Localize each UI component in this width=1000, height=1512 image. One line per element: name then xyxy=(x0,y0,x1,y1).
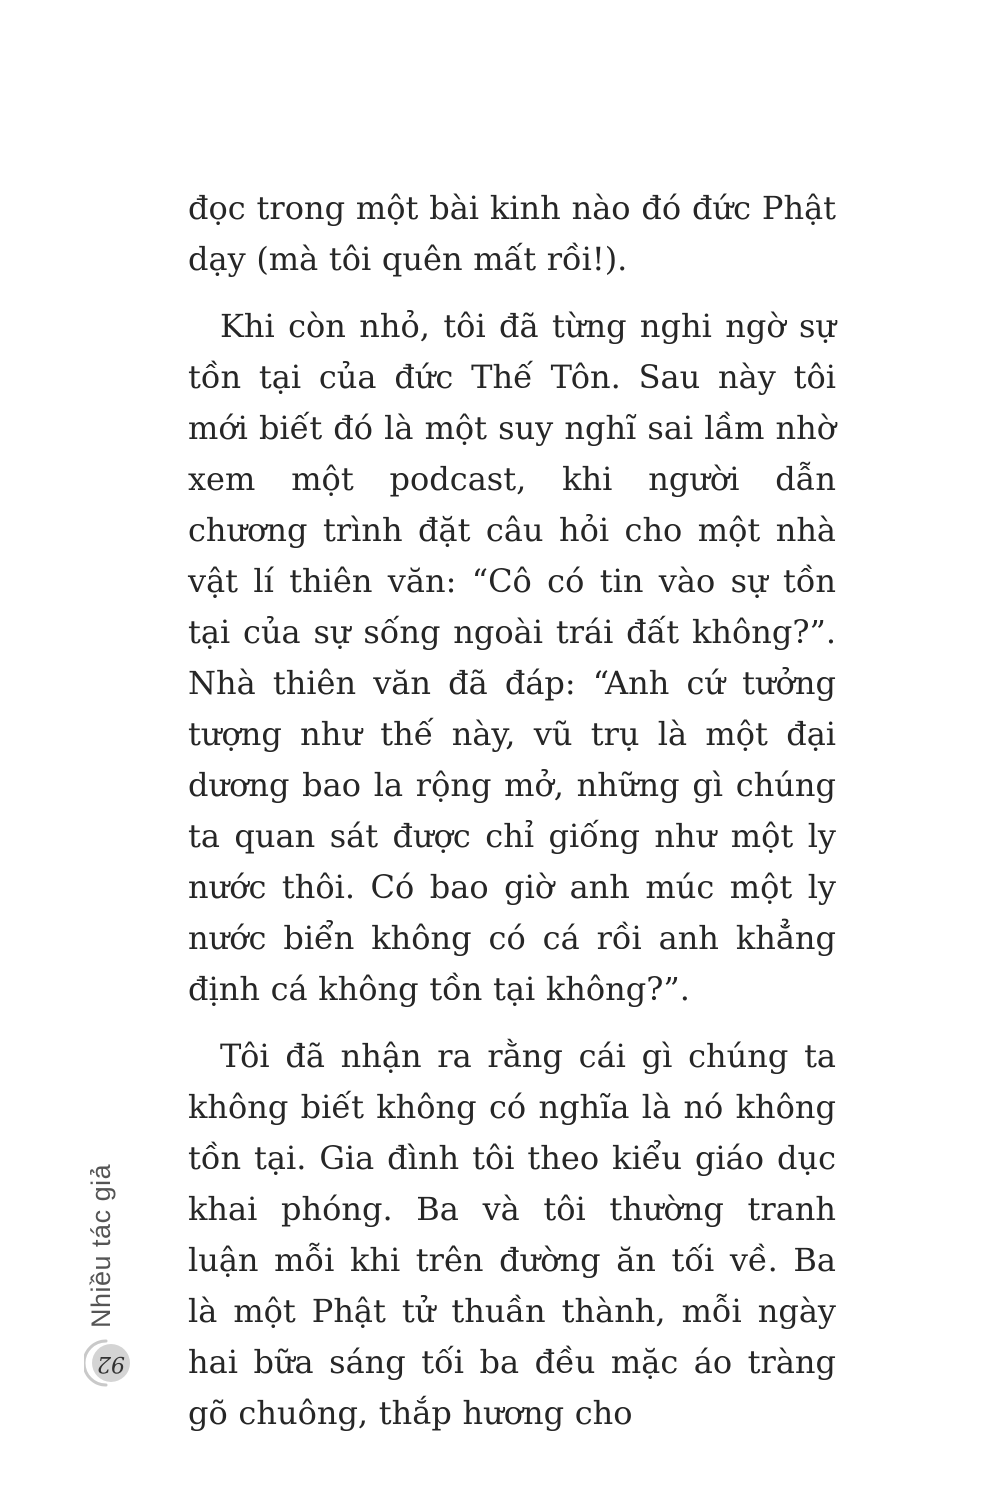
page-number: 92 xyxy=(97,1351,125,1376)
paragraph: Khi còn nhỏ, tôi đã từng nghi ngờ sự tồn tại của đức Thế Tôn. Sau này tôi mới biết đó là một suy nghĩ sai lầm nhờ xem một podcast, khi người dẫn chương trình đặt câu hỏi cho một nhà vật lí thiên văn: “Cô có tin vào sự tồn tại của sự sống ngoài trái đất không?”. Nhà thiên văn đã đáp: “Anh cứ tưởng tượng như thế này, vũ trụ là một đại dương bao la rộng mở, những gì chúng ta quan sát được chỉ giống như một ly nước thôi. Có bao giờ anh múc một ly nước biển không có cá rồi anh khẳng định cá không tồn tại không?”. xyxy=(188,307,836,1008)
page-number-badge xyxy=(84,1338,134,1388)
paragraph-continued: đọc trong một bài kinh nào đó đức Phật dạy (mà tôi quên mất rồi!). xyxy=(188,189,836,278)
paragraph: Tôi đã nhận ra rằng cái gì chúng ta không biết không có nghĩa là nó không tồn tại. Gia đình tôi theo kiểu giáo dục khai phóng. Ba và tôi thường tranh luận mỗi khi trên đường ăn tối về. Ba là một Phật tử thuần thành, mỗi ngày hai bữa sáng tối ba đều mặc áo tràng gõ chuông, thắp hương cho xyxy=(188,1037,836,1432)
running-title: Nhiều tác giả xyxy=(86,1163,116,1328)
page-body xyxy=(188,183,836,1439)
